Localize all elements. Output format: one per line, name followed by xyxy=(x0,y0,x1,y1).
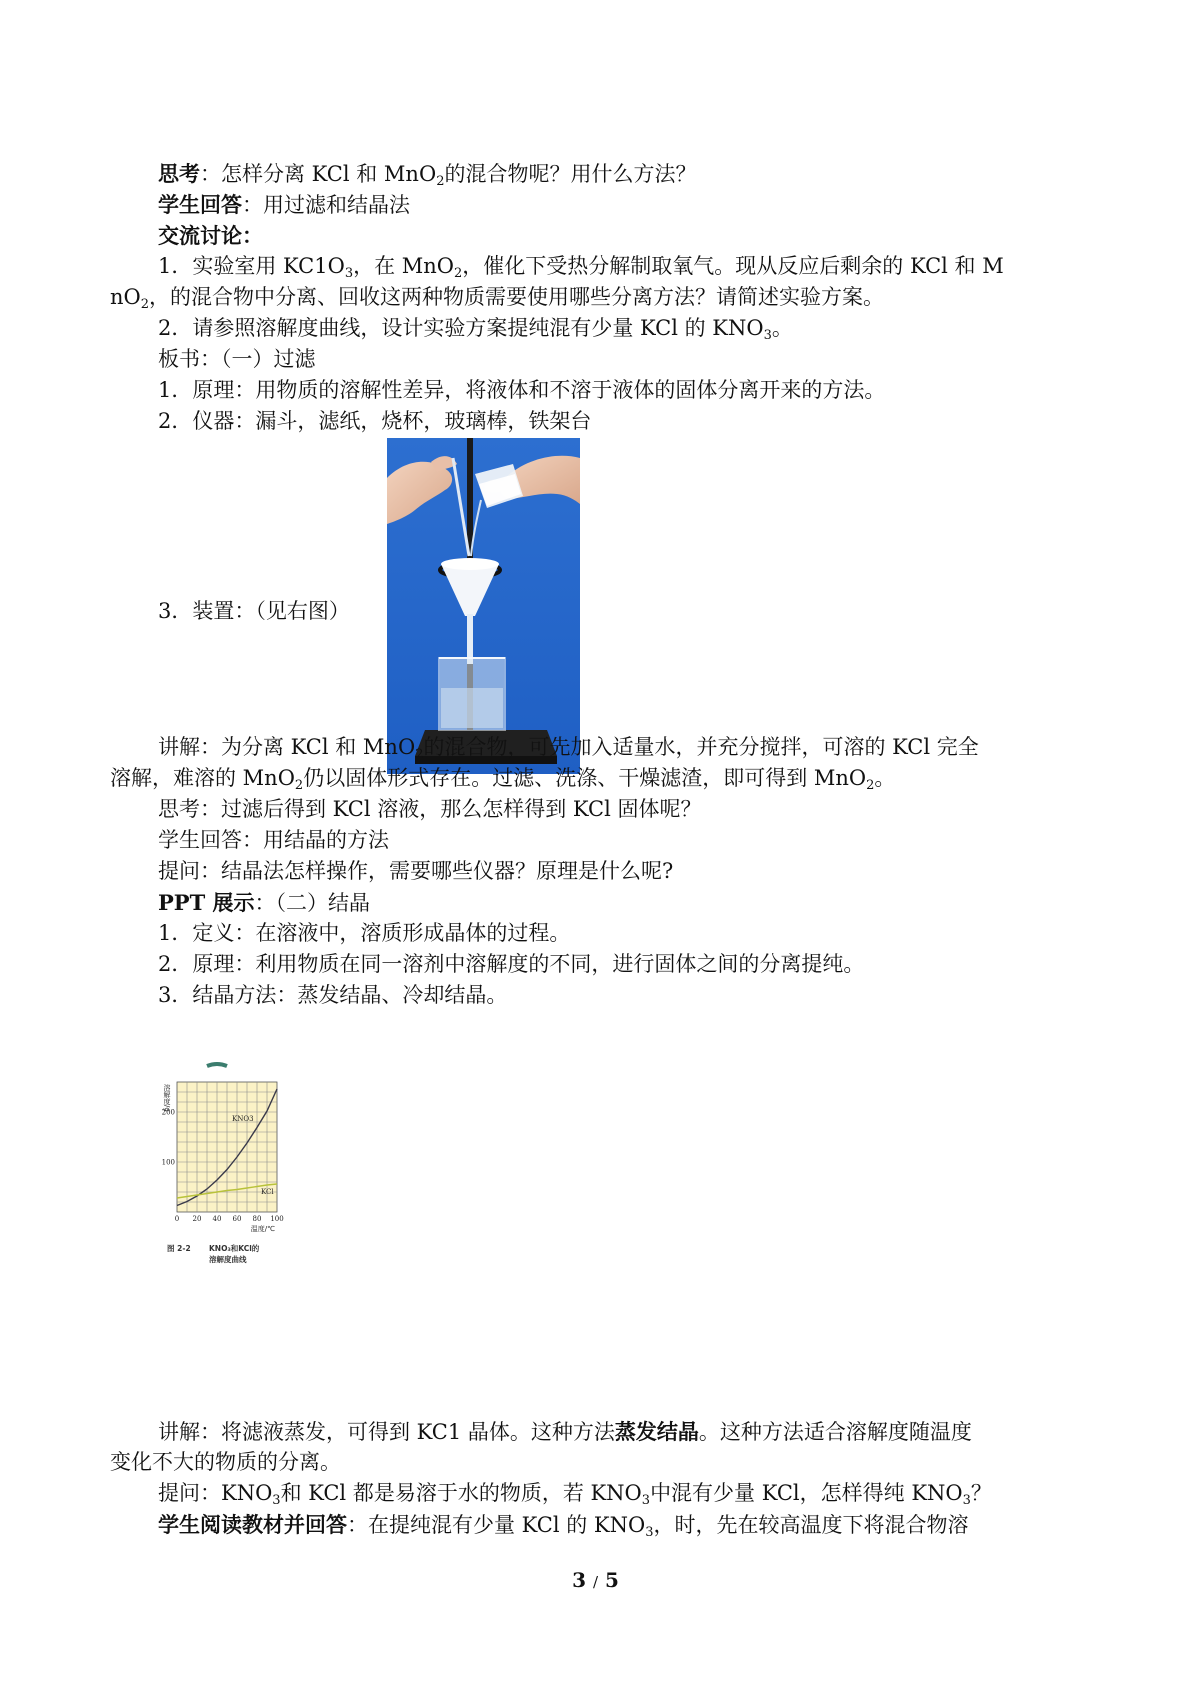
crystallization-definition: 1．定义：在溶液中，溶质形成晶体的过程。 xyxy=(158,921,571,945)
crystallization-methods: 3．结晶方法：蒸发结晶、冷却结晶。 xyxy=(158,983,508,1007)
blackboard-filtration: 板书：（一）过滤 xyxy=(158,347,316,371)
x-tick-label: 80 xyxy=(252,1215,262,1223)
paragraph-explain-1: 讲解：为分离 KCl 和 MnO$_2$的混合物，可先加入适量水，并充分搅拌，可溶的 KCl 完全 xyxy=(158,735,979,762)
x-axis-label: 温度/℃ xyxy=(250,1225,275,1233)
filtration-principle: 1．原理：用物质的溶解性差异，将液体和不溶于液体的固体分离开来的方法。 xyxy=(158,378,886,402)
paragraph-student-answer-2: 学生回答：用结晶的方法 xyxy=(158,828,389,852)
series-label: KCl xyxy=(261,1188,274,1196)
crystallization-principle: 2．原理：利用物质在同一溶剂中溶解度的不同，进行固体之间的分离提纯。 xyxy=(158,952,865,976)
paragraph-discussion-1-cont: $nO_2$，的混合物中分离、回收这两种物质需要使用哪些分离方法？请简述实验方案。 xyxy=(110,285,885,312)
filtration-instruments: 2．仪器：漏斗，滤纸，烧杯，玻璃棒，铁架台 xyxy=(158,409,592,433)
paragraph-student-answer-1: 学生回答：用过滤和结晶法 xyxy=(158,192,410,217)
paragraph-question-1: 提问：结晶法怎样操作，需要哪些仪器？原理是什么呢? xyxy=(158,859,674,883)
heading-discussion: 交流讨论： xyxy=(158,223,263,248)
y-tick-label: 100 xyxy=(161,1158,175,1167)
paragraph-discussion-1: 1．实验室用 $KC1O_3$，在 MnO$_2$，催化下受热分解制取氧气。现从反应后剩余的 KCl 和 M xyxy=(158,254,1004,281)
ppt-crystallization-heading: PPT 展示：（二）结晶 xyxy=(158,890,371,915)
x-tick-label: 60 xyxy=(232,1215,242,1223)
x-tick-label: 40 xyxy=(212,1215,222,1223)
paragraph-think-2: 思考：过滤后得到 KCl 溶液，那么怎样得到 KCl 固体呢？ xyxy=(158,797,702,821)
filtration-apparatus-label: 3．装置：（见右图） xyxy=(158,599,350,623)
paragraph-explain-2: 讲解：将滤液蒸发，可得到 KC1 晶体。这种方法蒸发结晶。这种方法适合溶解度随温度 xyxy=(158,1419,972,1444)
paragraph-explain-2-cont: 变化不大的物质的分离。 xyxy=(110,1450,341,1474)
figure-caption-line2: 溶解度曲线 xyxy=(209,1255,247,1264)
figure-caption-number: 图 2-2 xyxy=(167,1244,191,1253)
x-tick-label: 20 xyxy=(192,1215,202,1223)
paragraph-think-1: 思考：怎样分离 KCl 和 MnO$_2$的混合物呢？用什么方法？ xyxy=(158,161,697,189)
paragraph-explain-1-cont: 溶解，难溶的 MnO$_2$仍以固体形式存在。过滤、洗涤、干燥滤渣，即可得到 MnO$_2$。 xyxy=(110,766,896,793)
figure-caption-line1: KNO₃和KCl的 xyxy=(209,1244,260,1253)
paragraph-question-2: 提问：$KNO_3$和 KCl 都是易溶于水的物质，若 $KNO_3$中混有少量 KCl，怎样得纯 $KNO_3$？ xyxy=(158,1481,992,1508)
filtration-apparatus-photo xyxy=(387,438,580,774)
y-tick-label: 200 xyxy=(161,1108,175,1117)
paragraph-student-read: 学生阅读教材并回答：在提纯混有少量 KCl 的 $KNO_3$，时，先在较高温度下将混合物溶 xyxy=(158,1512,969,1540)
series-label: KNO3 xyxy=(232,1115,254,1123)
x-tick-label: 100 xyxy=(270,1215,284,1223)
paragraph-discussion-2: 2．请参照溶解度曲线，设计实验方案提纯混有少量 KCl 的 $KNO_3$。 xyxy=(158,316,793,343)
y-axis-label: 溶解度/g xyxy=(163,1084,171,1112)
solubility-curve-chart xyxy=(161,1062,327,1372)
page-number: 3 / 5 xyxy=(572,1568,619,1592)
x-tick-label: 0 xyxy=(174,1215,180,1223)
